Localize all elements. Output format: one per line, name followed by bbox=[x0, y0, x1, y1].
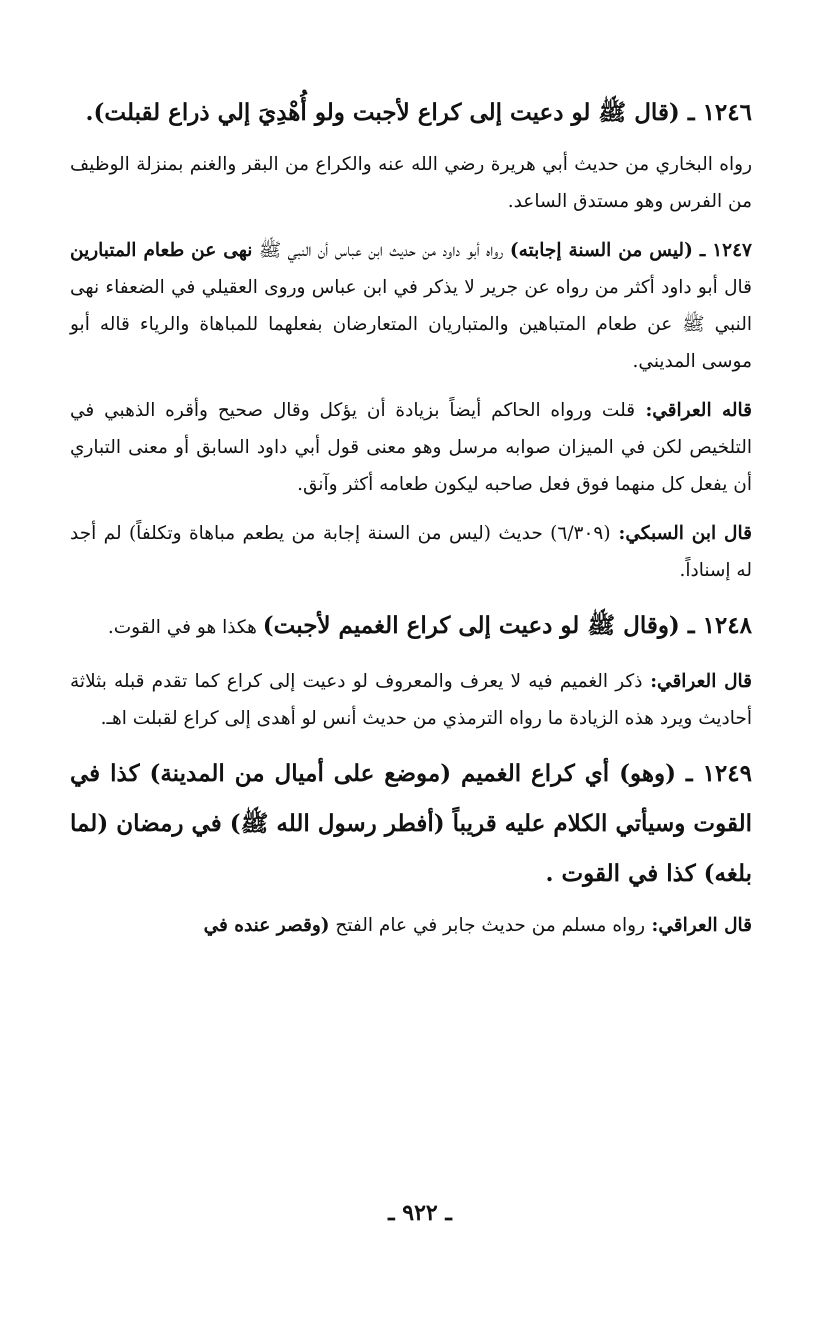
hadith-1247-text-a: رواه أبو داود من حديث ابن عباس أن النبي ﷺ bbox=[252, 240, 510, 261]
commentary-iraqi-3-label: قال العراقي: bbox=[645, 915, 752, 936]
hadith-1246 bbox=[70, 88, 752, 138]
hadith-1247-text-b: قال أبو داود أكثر من رواه عن جرير لا يذكر في ابن عباس وروى العقيلي في الضعفاء نهى النبي ﷺ عن طعام المتباهين والمتباريان المتعارضان بفعلهما للمباهاة والرياء قاله أبو موسى المديني. bbox=[70, 277, 752, 372]
commentary-subki bbox=[70, 515, 752, 589]
commentary-iraqi-2 bbox=[70, 663, 752, 737]
commentary-subki-label: قال ابن السبكي: bbox=[610, 523, 752, 544]
page-body bbox=[70, 88, 752, 956]
commentary-iraqi-1-text: قلت ورواه الحاكم أيضاً بزيادة أن يؤكل وقال صحيح وأقره الذهبي في التلخيص لكن في الميزان صوابه مرسل وهو معنى قول أبي داود السابق أو معنى التباري أن يفعل كل منهما فوق فعل صاحبه ليكون طعامه أكثر وآنق. bbox=[70, 400, 752, 495]
hadith-1247-heading: ١٢٤٧ ـ (ليس من السنة إجابته) bbox=[509, 240, 752, 261]
hadith-1248 bbox=[70, 601, 752, 653]
commentary-iraqi-1-label: قاله العراقي: bbox=[635, 400, 753, 421]
hadith-1248-heading: ١٢٤٨ ـ (وقال ﷺ لو دعيت إلى كراع الغميم لأجبت) bbox=[262, 612, 752, 639]
hadith-1247-quote: نهى عن طعام المتبارين bbox=[70, 240, 253, 261]
commentary-iraqi-3 bbox=[70, 907, 752, 944]
commentary-bukhari-text: رواه البخاري من حديث أبي هريرة رضي الله عنه والكراع من البقر والغنم بمنزلة الوظيف من الفرس وهو مستدق الساعد. bbox=[70, 154, 752, 212]
commentary-bukhari bbox=[70, 146, 752, 220]
commentary-subki-text: (٦/٣٠٩) حديث (ليس من السنة إجابة من يطعم مباهاة وتكلفاً) لم أجد له إسناداً. bbox=[70, 523, 752, 581]
hadith-1246-text: ١٢٤٦ ـ (قال ﷺ لو دعيت إلى كراع لأجبت ولو أُهْدِيَ إلي ذراع لقبلت). bbox=[85, 99, 752, 126]
page-number: ـ ٩٢٢ ـ bbox=[388, 1200, 452, 1226]
commentary-iraqi-1 bbox=[70, 392, 752, 503]
commentary-iraqi-3-text: رواه مسلم من حديث جابر في عام الفتح bbox=[329, 915, 646, 936]
commentary-iraqi-2-label: قال العراقي: bbox=[642, 671, 752, 692]
commentary-iraqi-2-text: ذكر الغميم فيه لا يعرف والمعروف لو دعيت إلى كراع كما تقدم قبله بثلاثة أحاديث ويرد هذه الزيادة ما رواه الترمذي من حديث أنس لو أهدى إلى كراع لقبلت اهـ. bbox=[70, 671, 752, 729]
hadith-1247 bbox=[70, 232, 752, 380]
hadith-1248-note: هكذا هو في القوت. bbox=[107, 617, 263, 638]
hadith-1249-text: ١٢٤٩ ـ (وهو) أي كراع الغميم (موضع على أميال من المدينة) كذا في القوت وسيأتي الكلام عليه قريباً (أفطر رسول الله ﷺ) في رمضان (لما بلغه) كذا في القوت . bbox=[70, 760, 752, 887]
hadith-1249 bbox=[70, 749, 752, 899]
commentary-iraqi-3-quote: (وقصر عنده في bbox=[203, 915, 330, 936]
